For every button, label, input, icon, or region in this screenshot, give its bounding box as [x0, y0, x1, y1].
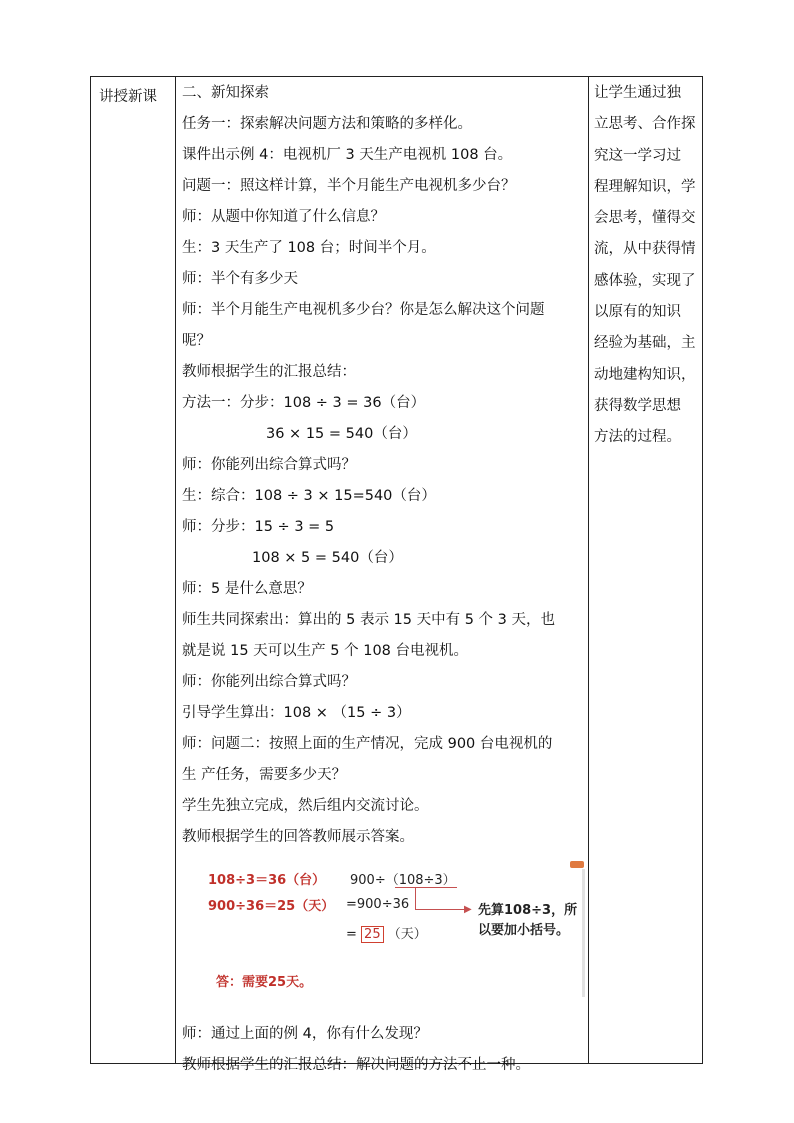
- content-line: 师：半个月能生产电视机多少台？你是怎么解决这个问题: [182, 302, 545, 318]
- content-line: 师：你能列出综合算式吗？: [182, 457, 356, 473]
- content-line: 师：通过上面的例 4，你有什么发现？: [182, 1026, 428, 1042]
- purpose-line: 流，从中获得情: [594, 241, 696, 258]
- content-line: 师：5 是什么意思？: [182, 581, 312, 597]
- content-line: 师：问题二：按照上面的生产情况，完成 900 台电视机的: [182, 736, 553, 752]
- purpose-line: 经验为基础，主: [594, 335, 696, 352]
- purpose-line: 感体验，实现了: [594, 272, 696, 289]
- underline-mark: [395, 887, 457, 888]
- answer-text: 答：需要25天。: [216, 975, 313, 990]
- content-line: 师生共同探索出：算出的 5 表示 15 天中有 5 个 3 天，也: [182, 612, 555, 628]
- content-line: 方法一：分步：108 ÷ 3 = 36（台）: [182, 395, 426, 411]
- result-box: 25: [361, 926, 384, 943]
- content-line: 生：综合：108 ÷ 3 × 15=540（台）: [182, 488, 436, 504]
- connector-line: [415, 887, 416, 909]
- content-line: 学生先独立完成，然后组内交流讨论。: [182, 798, 429, 814]
- purpose-line: 动地建构知识，: [594, 366, 696, 383]
- combined-expression: 900÷（108÷3）: [350, 873, 456, 888]
- content-line: 108 × 5 = 540（台）: [252, 550, 403, 566]
- content-line: 就是说 15 天可以生产 5 个 108 台电视机。: [182, 643, 469, 659]
- arrow-head-icon: ▶: [464, 904, 472, 915]
- content-line: 师：从题中你知道了什么信息？: [182, 209, 385, 225]
- purpose-line: 究这一学习过: [594, 147, 681, 164]
- content-line: 引导学生算出：108 × （15 ÷ 3）: [182, 705, 411, 721]
- purpose-line: 会思考，懂得交: [594, 210, 696, 227]
- content-line: 师：分步：15 ÷ 3 = 5: [182, 519, 335, 535]
- content-line: 任务一：探索解决问题方法和策略的多样化。: [182, 116, 472, 132]
- purpose-line: 获得数学思想: [594, 397, 681, 414]
- content-line: 二、新知探索: [182, 85, 269, 101]
- content-line: 师：你能列出综合算式吗？: [182, 674, 356, 690]
- content-line: 教师根据学生的回答教师展示答案。: [182, 829, 414, 845]
- purpose-column: [589, 77, 703, 458]
- solution-figure: [208, 861, 674, 1023]
- content-line: 师：半个有多少天: [182, 271, 298, 287]
- purpose-line: 方法的过程。: [594, 429, 681, 446]
- purpose-line: 立思考、合作探: [594, 116, 696, 133]
- content-line: 呢？: [182, 333, 211, 349]
- content-line: 生：3 天生产了 108 台；时间半个月。: [182, 240, 436, 256]
- step-one: 108÷3＝36（台）: [208, 873, 326, 888]
- content-line: 课件出示例 4：电视机厂 3 天生产电视机 108 台。: [182, 147, 513, 163]
- unit-label: （天）: [387, 927, 427, 942]
- step-two: 900÷36＝25（天）: [208, 899, 335, 914]
- connector-line: [415, 909, 467, 910]
- combined-step: =900÷36: [346, 897, 410, 912]
- row-label: 讲授新课: [99, 89, 157, 105]
- note-line: 以要加小括号。: [478, 923, 570, 938]
- content-line: 生 产任务，需要多少天？: [182, 767, 347, 783]
- content-line: 36 × 15 = 540（台）: [266, 426, 417, 442]
- purpose-line: 以原有的知识: [594, 304, 681, 321]
- purpose-line: 程理解知识，学: [594, 178, 696, 195]
- combined-result: [346, 923, 427, 942]
- equals-sign: =: [346, 927, 357, 942]
- content-line: 教师根据学生的汇报总结：解决问题的方法不止一种。: [182, 1057, 530, 1073]
- note-line: 先算108÷3，所: [478, 903, 578, 918]
- scrollbar[interactable]: [582, 869, 585, 997]
- lesson-table: [90, 76, 703, 1073]
- purpose-line: 让学生通过独: [594, 85, 681, 101]
- content-line: 问题一：照这样计算，半个月能生产电视机多少台？: [182, 178, 516, 194]
- content-line: 教师根据学生的汇报总结：: [182, 364, 356, 380]
- scroll-cap: [570, 861, 584, 868]
